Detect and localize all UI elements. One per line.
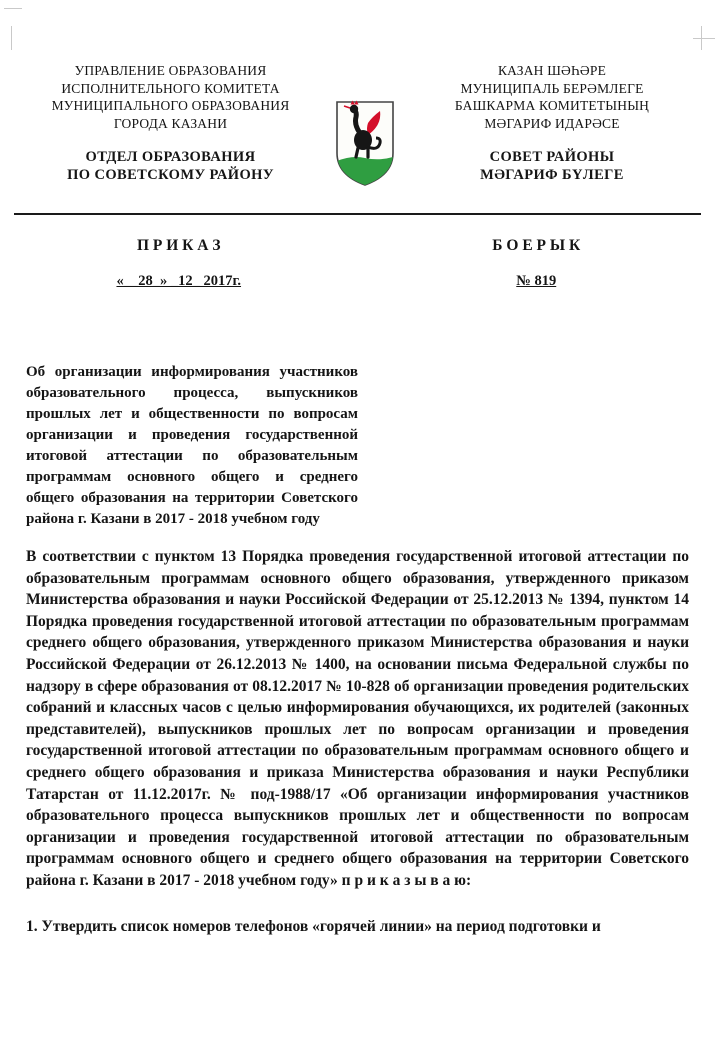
order-subject: Об организации информирования участников образовательного процесса, выпускников прошлых лет и общественности по вопросам организации и проведения государственной итоговой аттестации по образовательным программам основного общего и среднего общего образования на территории Советского района г. Казани в 2017 - 2018 учебном году	[26, 364, 358, 527]
kazan-coat-of-arms-emblem	[330, 95, 400, 195]
org-line: МӘГАРИФ ИДАРӘСЕ	[484, 115, 620, 131]
org-line: КАЗАН ШӘҺӘРЕ	[497, 63, 607, 78]
order-meta-row	[0, 273, 715, 290]
order-title-tatar: Б О Е Р Ы К	[492, 237, 581, 254]
org-line: МУНИЦИПАЛЬ БЕРӘМЛЕГЕ	[460, 80, 644, 96]
order-title-row	[0, 237, 715, 255]
dept-line: МӘГАРИФ БҮЛЕГЕ	[480, 167, 624, 183]
dept-name-russian	[28, 148, 313, 184]
order-date-cell	[0, 273, 358, 290]
document-body	[0, 362, 715, 937]
org-line: МУНИЦИПАЛЬНОГО ОБРАЗОВАНИЯ	[51, 98, 290, 113]
order-number-cell	[358, 273, 715, 290]
dept-line: СОВЕТ РАЙОНЫ	[489, 149, 615, 165]
order-title-russian: П Р И К А З	[136, 237, 221, 254]
order-item-1: 1. Утвердить список номеров телефонов «горячей линии» на период подготовки и	[26, 917, 601, 935]
scan-corner-mark	[11, 26, 12, 50]
coat-of-arms-icon	[330, 95, 400, 190]
org-name-russian	[28, 62, 313, 132]
scan-corner-mark	[693, 38, 715, 39]
dept-line: ОТДЕЛ ОБРАЗОВАНИЯ	[85, 149, 256, 165]
dept-line: ПО СОВЕТСКОМУ РАЙОНУ	[67, 167, 274, 183]
letterhead	[0, 0, 715, 195]
scan-corner-mark	[4, 8, 22, 9]
org-line: ГОРОДА КАЗАНИ	[113, 115, 228, 131]
dept-name-tatar	[417, 148, 687, 184]
org-name-tatar	[417, 62, 687, 132]
green-ground-shape	[337, 157, 393, 187]
dragon-body	[354, 130, 372, 150]
org-line: УПРАВЛЕНИЕ ОБРАЗОВАНИЯ	[74, 63, 267, 78]
divider-line	[14, 213, 701, 215]
org-line: БАШКАРМА КОМИТЕТЫНЫҢ	[454, 98, 650, 113]
order-number: № 819	[516, 273, 557, 289]
letterhead-right-column	[417, 62, 687, 184]
letterhead-left-column	[28, 62, 313, 184]
dragon-head	[350, 105, 358, 113]
org-line: ИСПОЛНИТЕЛЬНОГО КОМИТЕТА	[61, 80, 280, 96]
order-date: «__28_» _12_ 2017г.	[116, 273, 242, 289]
order-preamble: В соответствии с пунктом 13 Порядка проведения государственной итоговой аттестации по образовательным программам основного общего образования, утвержденного приказом Министерства образования и науки Российской Федерации от 25.12.2013 № 1394, пунктом 14 Порядка проведения государственной итоговой аттестации по образовательным программам среднего общего образования, утвержденного приказом Министерства образования и науки Российской Федерации от 26.12.2013 № 1400, на основании письма Федеральной службы по надзору в сфере образования от 08.12.2017 № 10-828 об организации проведения родительских собраний и классных часов с целью информирования обучающихся, их родителей (законных представителей), выпускников прошлых лет по вопросам организации и проведения государственной итоговой аттестации по образовательным программам основного общего и среднего общего образования и приказа Министерства образования и науки Республики Татарстан от 11.12.2017г. № под-1988/17 «Об организации информирования участников образовательного процесса выпускников прошлых лет и общественности по вопросам организации и проведения государственной итоговой аттестации по образовательным программам основного общего и среднего общего образования на территории Советского района г. Казани в 2017 - 2018 учебном году» п р и к а з ы в а ю:	[26, 548, 689, 889]
